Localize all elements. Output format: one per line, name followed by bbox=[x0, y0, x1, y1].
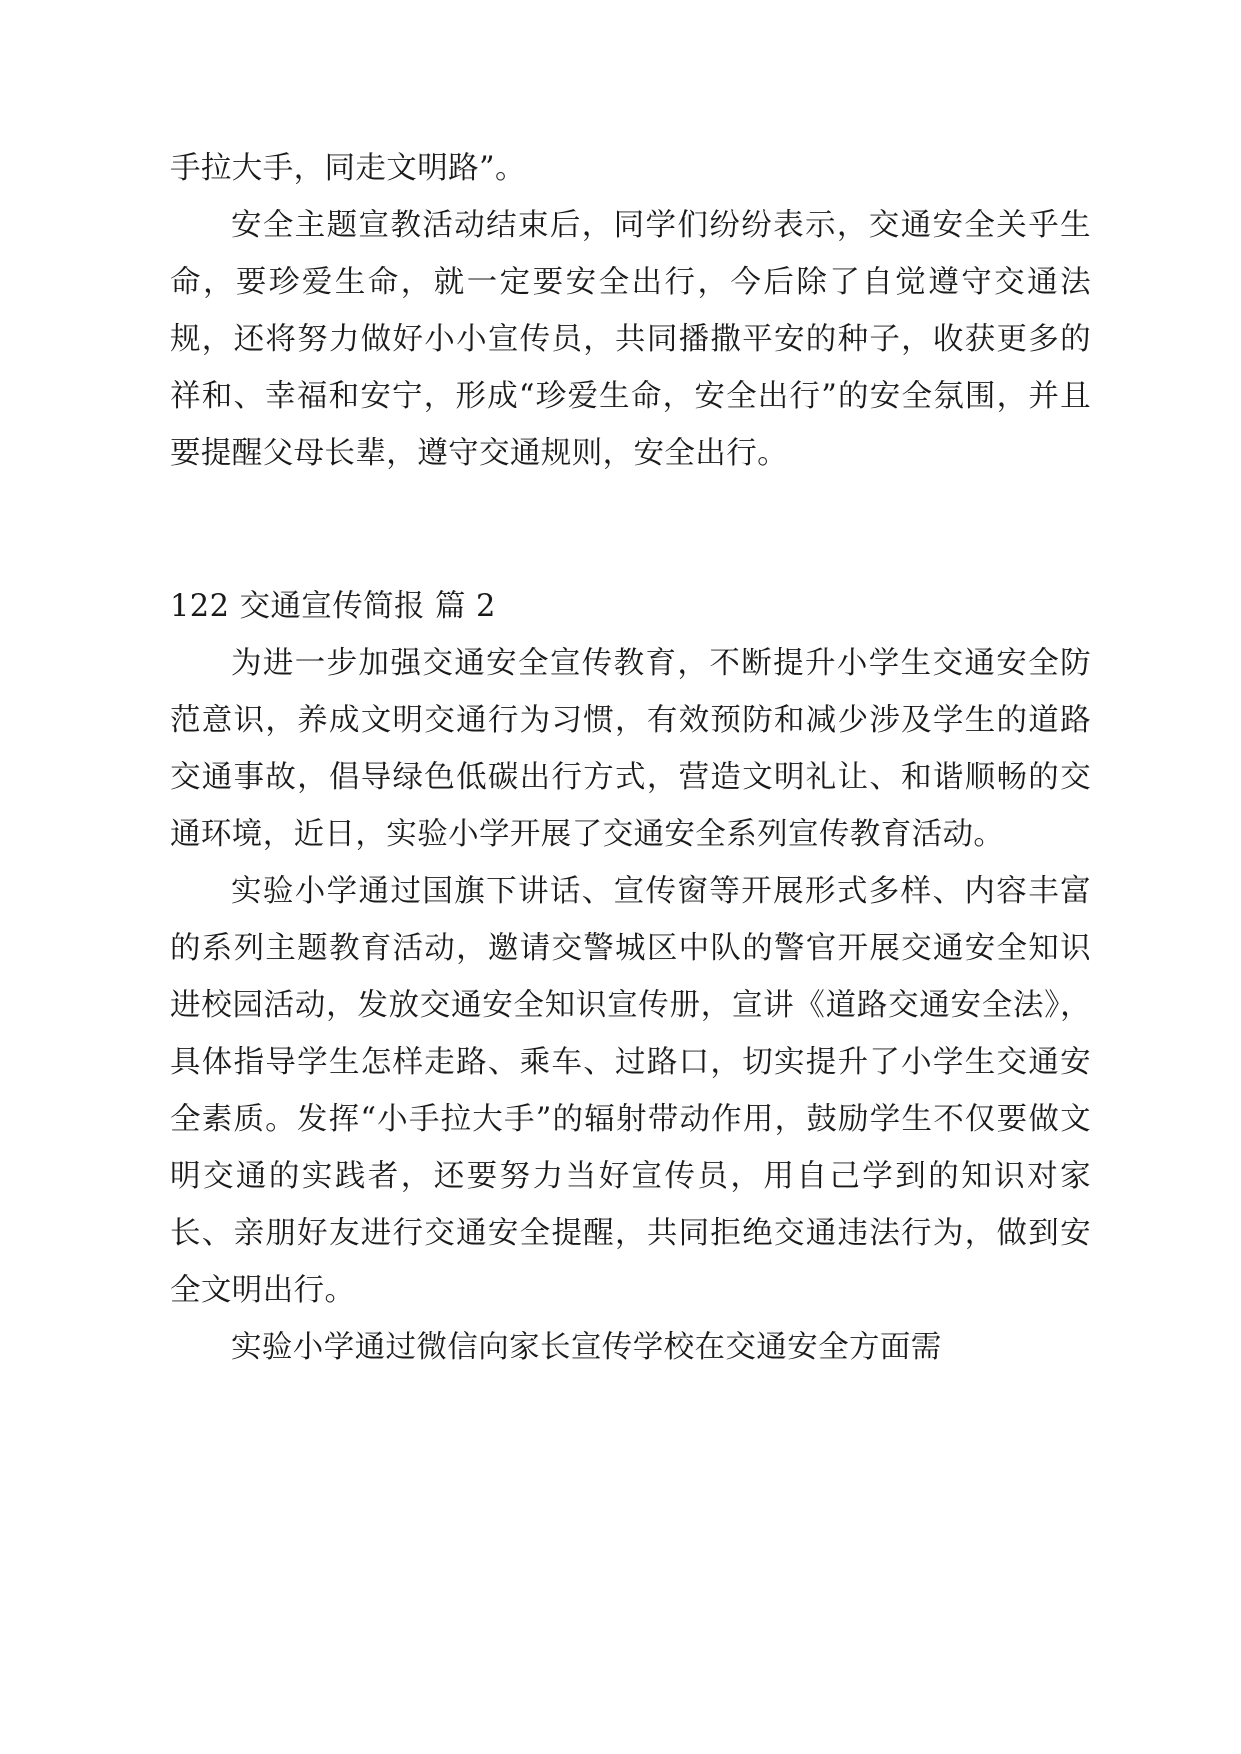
paragraph-safety-theme-result: 安全主题宣教活动结束后，同学们纷纷表示，交通安全关乎生命，要珍爱生命，就一定要安全出行，今后除了自觉遵守交通法规，还将努力做好小小宣传员，共同播撒平安的种子，收获更多的祥和、幸福和安宁，形成“珍爱生命，安全出行”的安全氛围，并且要提醒父母长辈，遵守交通规则，安全出行。 bbox=[170, 208, 1091, 471]
paragraph-section2-wechat: 实验小学通过微信向家长宣传学校在交通安全方面需 bbox=[231, 1330, 942, 1365]
document-body bbox=[170, 140, 1091, 1376]
paragraph-continuation: 手拉大手，同走文明路”。 bbox=[170, 151, 526, 186]
paragraph-section2-intro: 为进一步加强交通安全宣传教育，不断提升小学生交通安全防范意识，养成文明交通行为习惯，有效预防和减少涉及学生的道路交通事故，倡导绿色低碳出行方式，营造文明礼让、和谐顺畅的交通环境，近日，实验小学开展了交通安全系列宣传教育活动。 bbox=[170, 646, 1091, 852]
paragraph-section2-activities: 实验小学通过国旗下讲话、宣传窗等开展形式多样、内容丰富的系列主题教育活动，邀请交警城区中队的警官开展交通安全知识进校园活动，发放交通安全知识宣传册，宣讲《道路交通安全法》，具体指导学生怎样走路、乘车、过路口，切实提升了小学生交通安全素质。发挥“小手拉大手”的辐射带动作用，鼓励学生不仅要做文明交通的实践者，还要努力当好宣传员，用自己学到的知识对家长、亲朋好友进行交通安全提醒，共同拒绝交通违法行为，做到安全文明出行。 bbox=[170, 874, 1091, 1308]
section-heading: 122 交通宣传简报 篇 2 bbox=[170, 589, 496, 624]
section-spacer bbox=[170, 482, 1091, 526]
